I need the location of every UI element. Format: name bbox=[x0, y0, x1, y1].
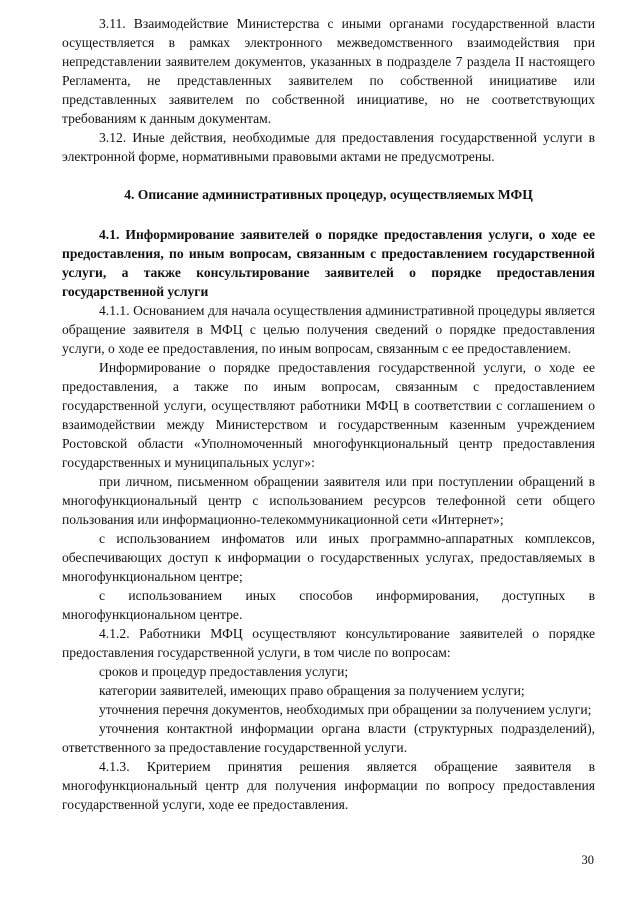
list-item-personal-contact: при личном, письменном обращении заявителя или при поступлении обращений в многофункциональный центр с использованием ресурсов телефонной сети общего пользования или информационно-телекоммуникационной сети «Интернет»; bbox=[62, 474, 595, 527]
list-item-other-methods: с использованием иных способов информирования, доступных в многофункциональном центре. bbox=[62, 588, 595, 622]
paragraph-4-1-3: 4.1.3. Критерием принятия решения является обращение заявителя в многофункциональный центр для получения информации по вопросу предоставления государственной услуги, ходе ее предоставления. bbox=[62, 759, 595, 812]
list-item-documents: уточнения перечня документов, необходимых при обращении за получением услуги; bbox=[99, 702, 592, 717]
document-page bbox=[62, 14, 595, 814]
page-number: 30 bbox=[581, 853, 594, 867]
paragraph-4-1-2: 4.1.2. Работники МФЦ осуществляют консультирование заявителей о порядке предоставления государственной услуги, в том числе по вопросам: bbox=[62, 626, 595, 660]
list-item-infomats: с использованием инфоматов или иных программно-аппаратных комплексов, обеспечивающих доступ к информации о государственных услугах, предоставляемых в многофункциональном центре; bbox=[62, 531, 595, 584]
list-item-terms: сроков и процедур предоставления услуги; bbox=[99, 664, 349, 679]
list-item-categories: категории заявителей, имеющих право обращения за получением услуги; bbox=[99, 683, 525, 698]
subsection-heading: 4.1. Информирование заявителей о порядке предоставления услуги, о ходе ее предоставления, по иным вопросам, связанным с предоставлением государственной услуги, а также консультирование заявителей о порядке предоставления государственной услуги bbox=[62, 227, 595, 299]
list-item-contacts: уточнения контактной информации органа власти (структурных подразделений), ответственного за предоставление государственной услуги. bbox=[62, 721, 595, 755]
paragraph-informing: Информирование о порядке предоставления государственной услуги, о ходе ее предоставления, а также по иным вопросам, связанным с предоставлением государственной услуги, осуществляют работники МФЦ в соответствии с соглашением о взаимодействии между Министерством и государственным казенным учреждением Ростовской области «Уполномоченный многофункциональный центр предоставления государственных и муниципальных услуг»: bbox=[62, 360, 595, 470]
paragraph-3-11: 3.11. Взаимодействие Министерства с иными органами государственной власти осуществляется в рамках электронного межведомственного взаимодействия при непредставлении заявителем документов, указанных в подразделе 7 раздела II настоящего Регламента, не представленных заявителем по собственной инициативе или представленных заявителем по собственной инициативе, но не соответствующих требованиям к данным документам. bbox=[62, 16, 595, 126]
section-heading: 4. Описание административных процедур, осуществляемых МФЦ bbox=[124, 187, 533, 202]
paragraph-4-1-1: 4.1.1. Основанием для начала осуществления административной процедуры является обращение заявителя в МФЦ с целью получения сведений о порядке предоставления услуги, о ходе ее предоставления, по иным вопросам, связанным с ее предоставлением. bbox=[62, 303, 595, 356]
paragraph-3-12: 3.12. Иные действия, необходимые для предоставления государственной услуги в электронной форме, нормативными правовыми актами не предусмотрены. bbox=[62, 130, 595, 164]
